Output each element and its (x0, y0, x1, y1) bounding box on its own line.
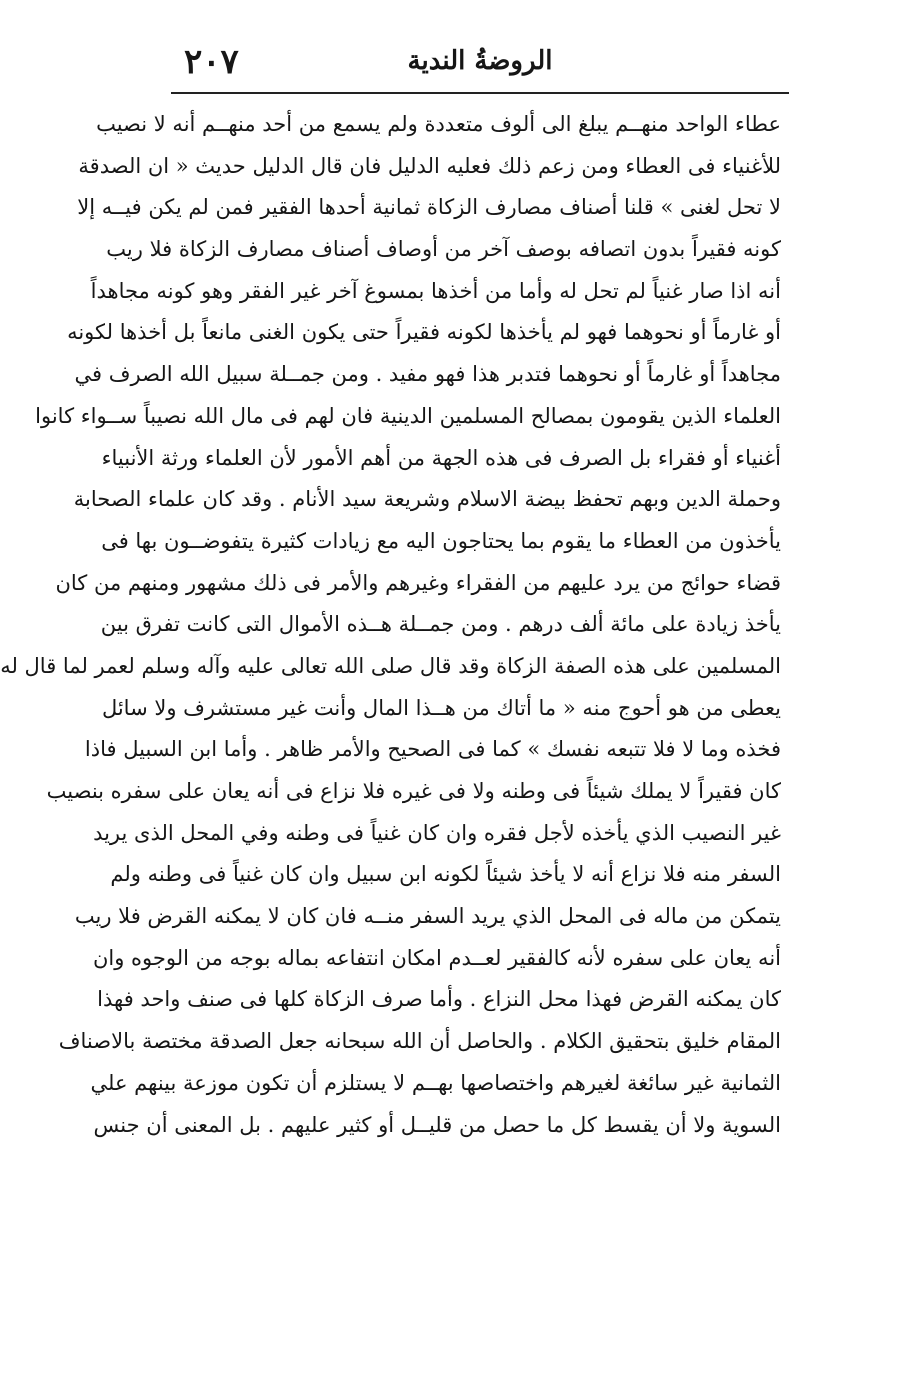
text-line: قضاء حوائج من يرد عليهم من الفقراء وغيرهم والأمر فى ذلك مشهور ومنهم من كان (55, 570, 781, 595)
text-line: يأخذون من العطاء ما يقوم بما يحتاجون اليه مع زيادات كثيرة يتفوضــون بها فى (101, 528, 781, 553)
running-title: الروضةُ الندية (407, 46, 553, 76)
text-line: السفر منه فلا نزاع أنه لا يأخذ شيئاً لكونه ابن سبيل وان كان غنياً فى وطنه ولم (110, 862, 781, 887)
text-line: السوية ولا أن يقسط كل ما حصل من قليــل أو كثير عليهم . بل المعنى أن جنس (93, 1112, 781, 1137)
text-line: المقام خليق بتحقيق الكلام . والحاصل أن الله سبحانه جعل الصدقة مختصة بالاصناف (58, 1029, 781, 1054)
text-line: وحملة الدين وبهم تحفظ بيضة الاسلام وشريعة سيد الأنام . وقد كان علماء الصحابة (73, 487, 781, 512)
text-line: كونه فقيراً بدون اتصافه بوصف آخر من أوصاف أصناف مصارف الزكاة فلا ريب (106, 237, 781, 262)
text-line: لا تحل لغنى » قلنا أصناف مصارف الزكاة ثمانية أحدها الفقير فمن لم يكن فيــه إلا (77, 195, 781, 220)
text-line: غير النصيب الذي يأخذه لأجل فقره وان كان غنياً فى وطنه وفي المحل الذى يريد (93, 820, 781, 845)
text-line: المسلمين على هذه الصفة الزكاة وقد قال صلى الله تعالى عليه وآله وسلم لعمر لما قال له (0, 653, 781, 678)
text-line: أغنياء أو فقراء بل الصرف فى هذه الجهة من أهم الأمور لأن العلماء ورثة الأنبياء (101, 445, 781, 470)
text-line: أنه اذا صار غنياً لم تحل له وأما من أخذها بمسوغ آخر غير الفقر وهو كونه مجاهداً (90, 278, 781, 303)
text-line: العلماء الذين يقومون بمصالح المسلمين الدينية فان لهم فى مال الله نصيباً ســواء كانوا (35, 403, 781, 428)
text-line: يتمكن من ماله فى المحل الذي يريد السفر منــه فان كان لا يمكنه القرض فلا ريب (74, 904, 781, 929)
text-line: أو غارماً أو نحوهما فهو لم يأخذها لكونه فقيراً حتى يكون الغنى مانعاً بل أخذها لكونه (67, 320, 781, 345)
page-header (176, 42, 784, 90)
text-line: كان فقيراً لا يملك شيئاً فى وطنه ولا فى غيره فلا نزاع فى أنه يعان على سفره بنصيب (46, 779, 781, 803)
page-number: ٢٠٧ (184, 42, 239, 82)
text-line: عطاء الواحد منهــم يبلغ الى ألوف متعددة ولم يسمع من أحد منهــم أنه لا نصيب (96, 112, 781, 136)
text-line: مجاهداً أو غارماً أو نحوهما فتدبر هذا فهو مفيد . ومن جمــلة سبيل الله الصرف في (74, 362, 781, 387)
text-line: كان يمكنه القرض فهذا محل النزاع . وأما صرف الزكاة كلها فى صنف واحد فهذا (97, 987, 781, 1012)
text-line: الثمانية غير سائغة لغيرهم واختصاصها بهــم لا يستلزم أن تكون موزعة بينهم علي (90, 1070, 781, 1095)
text-line: يأخذ زيادة على مائة ألف درهم . ومن جمــلة هــذه الأموال التى كانت تفرق بين (100, 612, 781, 637)
body-text (0, 104, 781, 1146)
text-line: يعطى من هو أحوج منه « ما أتاك من هــذا المال وأنت غير مستشرف ولا سائل (101, 695, 781, 720)
header-rule (171, 92, 789, 94)
text-line: للأغنياء فى العطاء ومن زعم ذلك فعليه الدليل فان قال الدليل حديث « ان الصدقة (78, 153, 781, 178)
text-line: فخذه وما لا فلا تتبعه نفسك » كما فى الصحيح والأمر ظاهر . وأما ابن السبيل فاذا (84, 737, 781, 762)
text-line: أنه يعان على سفره لأنه كالفقير لعــدم امكان انتفاعه بماله بوجه من الوجوه وان (92, 945, 781, 970)
